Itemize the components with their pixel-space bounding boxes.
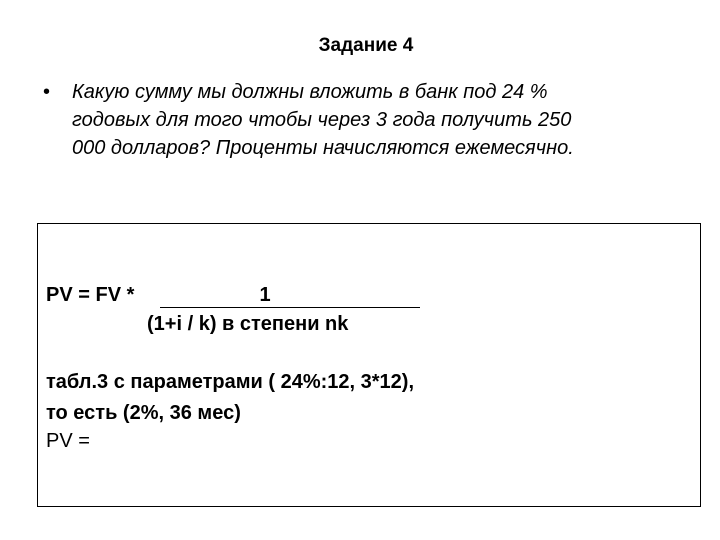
solution-box (37, 223, 701, 507)
slide-title: Задание 4 (318, 35, 414, 56)
pv-result: PV = (46, 430, 90, 452)
question-line-2: годовых для того чтобы через 3 года получить 250 (72, 109, 572, 131)
formula-numerator: 1 (160, 284, 420, 308)
table-reference-line-2: то есть (2%, 36 мес) (46, 402, 241, 424)
formula-denominator: (1+i / k) в степени nk (147, 313, 349, 335)
bullet-icon: • (43, 81, 51, 103)
formula-lhs: PV = FV * (46, 284, 135, 306)
question-line-1: Какую сумму мы должны вложить в банк под 24 % (72, 81, 548, 103)
task-question (43, 78, 693, 162)
question-line-3: 000 долларов? Проценты начисляются ежемесячно. (72, 137, 574, 159)
table-reference-line-1: табл.3 с параметрами ( 24%:12, 3*12), (46, 371, 415, 393)
